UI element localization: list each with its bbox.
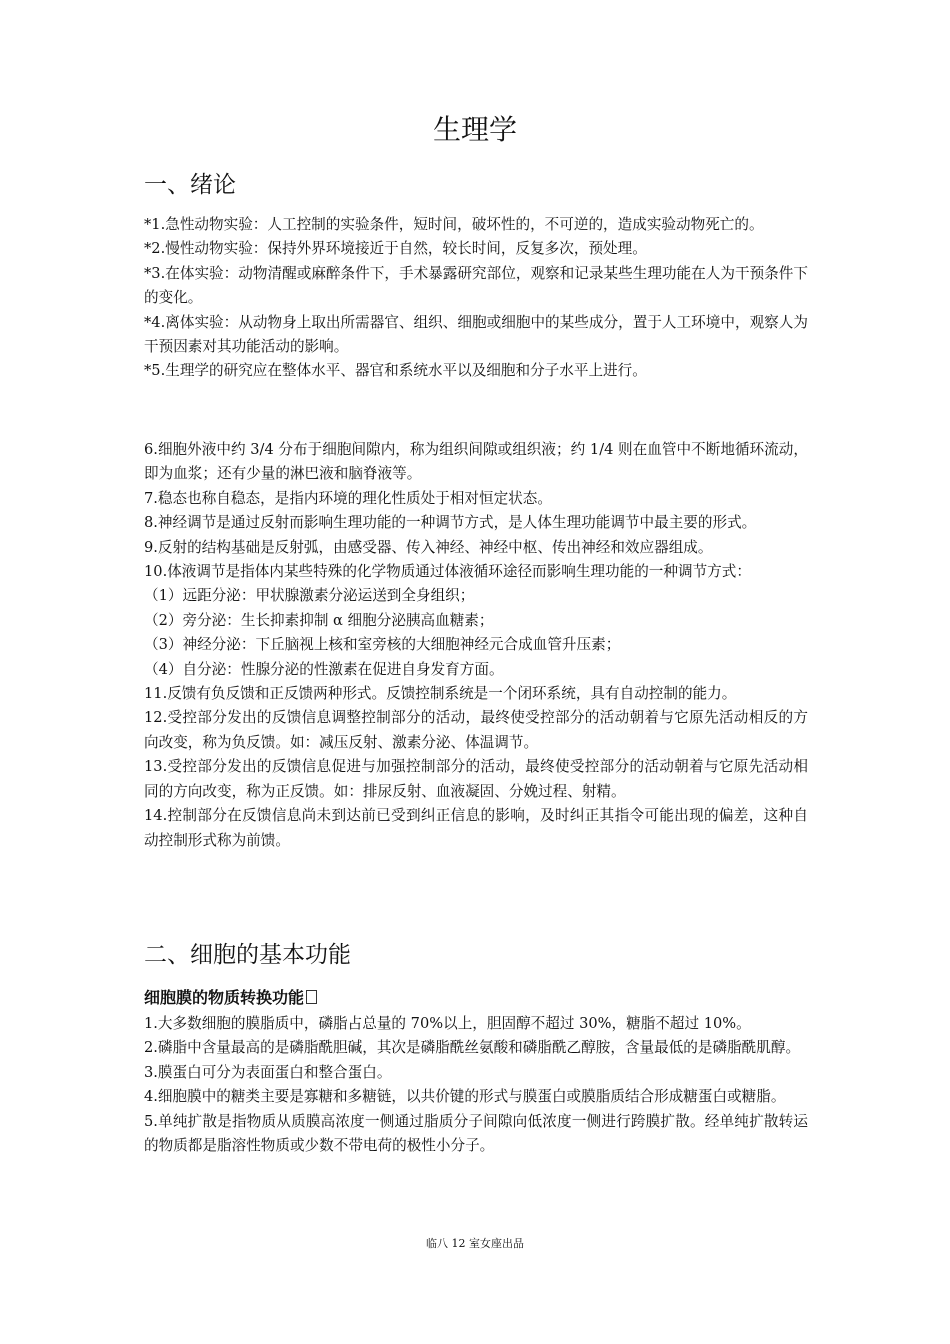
section-heading-intro: 一、绪论 (144, 172, 236, 198)
sub-paragraph: （2）旁分泌：生长抑素抑制 α 细胞分泌胰高血糖素； (144, 611, 494, 629)
paragraph: 1.大多数细胞的膜脂质中，磷脂占总量的 70%以上，胆固醇不超过 30%，糖脂不超过 10%。 (144, 1015, 751, 1032)
paragraph: *4.离体实验：从动物身上取出所需器官、组织、细胞或细胞中的某些成分，置于人工环境中，观察人为干预因素对其功能活动的影响。 (144, 313, 808, 356)
cell-function-list (144, 1012, 808, 1158)
paragraph: 13.受控部分发出的反馈信息促进与加强控制部分的活动，最终使受控部分的活动朝着与它原先活动相同的方向改变，称为正反馈。如：排尿反射、血液凝固、分娩过程、射精。 (144, 758, 808, 800)
section-heading-cell-function: 二、细胞的基本功能 (144, 942, 351, 968)
intro-starred-list (144, 213, 808, 384)
subsection-heading-text: 细胞膜的物质转换功能 (144, 988, 305, 1007)
paragraph: *1.急性动物实验：人工控制的实验条件，短时间，破坏性的，不可逆的，造成实验动物死亡的。 (144, 216, 764, 233)
paragraph: *3.在体实验：动物清醒或麻醉条件下，手术暴露研究部位，观察和记录某些生理功能在人为干预条件下的变化。 (144, 264, 808, 307)
paragraph: 3.膜蛋白可分为表面蛋白和整合蛋白。 (144, 1063, 392, 1081)
paragraph: 9.反射的结构基础是反射弧，由感受器、传入神经、神经中枢、传出神经和效应器组成。 (144, 538, 713, 556)
page-footer: 临八 12 室女座出品 (426, 1237, 524, 1250)
intro-numbered-list (144, 438, 808, 853)
paragraph: 5.单纯扩散是指物质从质膜高浓度一侧通过脂质分子间隙向低浓度一侧进行跨膜扩散。经单纯扩散转运的物质都是脂溶性物质或少数不带电荷的极性小分子。 (144, 1112, 808, 1155)
paragraph: *2.慢性动物实验：保持外界环境接近于自然，较长时间，反复多次，预处理。 (144, 240, 647, 258)
subsection-heading (144, 986, 317, 1010)
sub-paragraph: （4）自分泌：性腺分泌的性激素在促进自身发育方面。 (144, 660, 504, 678)
paragraph: 4.细胞膜中的糖类主要是寡糖和多糖链，以共价键的形式与膜蛋白或膜脂质结合形成糖蛋白或糖脂。 (144, 1088, 786, 1106)
paragraph: 11.反馈有负反馈和正反馈两种形式。反馈控制系统是一个闭环系统，具有自动控制的能力。 (144, 685, 737, 703)
paragraph: 14.控制部分在反馈信息尚未到达前已受到纠正信息的影响，及时纠正其指令可能出现的偏差，这种自动控制形式称为前馈。 (144, 807, 808, 849)
sub-paragraph: （3）神经分泌：下丘脑视上核和室旁核的大细胞神经元合成血管升压素； (144, 636, 621, 654)
paragraph: 10.体液调节是指体内某些特殊的化学物质通过体液循环途径而影响生理功能的一种调节方式： (144, 563, 751, 581)
paragraph: 2.磷脂中含量最高的是磷脂酰胆碱，其次是磷脂酰丝氨酸和磷脂酰乙醇胺，含量最低的是磷脂酰肌醇。 (144, 1039, 801, 1057)
paragraph: 6.细胞外液中约 3/4 分布于细胞间隙内，称为组织间隙或组织液；约 1/4 则在血管中不断地循环流动，即为血浆；还有少量的淋巴液和脑脊液等。 (144, 441, 808, 483)
sub-paragraph: （1）远距分泌：甲状腺激素分泌运送到全身组织； (144, 587, 475, 605)
paragraph: 8.神经调节是通过反射而影响生理功能的一种调节方式，是人体生理功能调节中最主要的形式。 (144, 514, 757, 532)
paragraph: *5.生理学的研究应在整体水平、器官和系统水平以及细胞和分子水平上进行。 (144, 362, 647, 380)
paragraph: 12.受控部分发出的反馈信息调整控制部分的活动，最终使受控部分的活动朝着与它原先活动相反的方向改变，称为负反馈。如：减压反射、激素分泌、体温调节。 (144, 709, 808, 751)
document-title: 生理学 (432, 113, 517, 146)
missing-glyph-icon (306, 990, 317, 1004)
paragraph: 7.稳态也称自稳态，是指内环境的理化性质处于相对恒定状态。 (144, 489, 552, 507)
